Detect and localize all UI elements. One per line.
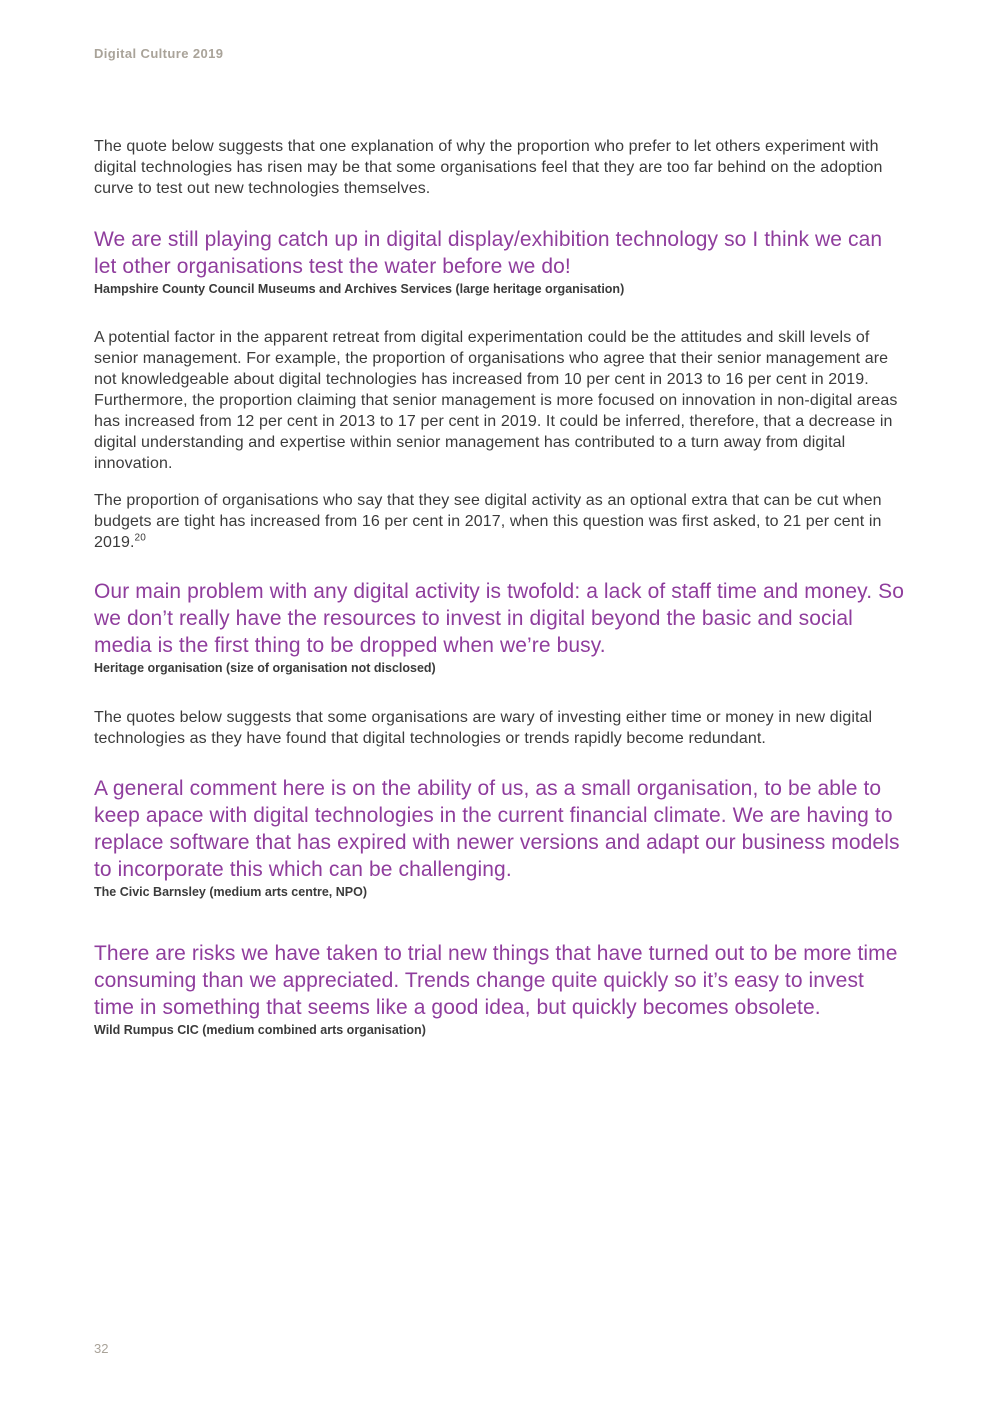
quote-attribution: Hampshire County Council Museums and Archives Services (large heritage organisation): [94, 282, 625, 296]
quote-attribution: Wild Rumpus CIC (medium combined arts organisation): [94, 1023, 426, 1037]
pull-quote-3: [94, 775, 904, 900]
pull-quote-1: [94, 226, 904, 297]
paragraph-senior-management: A potential factor in the apparent retreat from digital experimentation could be the attitudes and skill levels of senior management. For example, the proportion of organisations who agree that their senior management are not knowledgeable about digital technologies has increased from 10 per cent in 2013 to 16 per cent in 2019. Furthermore, the proportion claiming that senior management is more focused on innovation in non-digital areas has increased from 12 per cent in 2013 to 17 per cent in 2019. It could be inferred, therefore, that a decrease in digital understanding and expertise within senior management has contributed to a turn away from digital innovation.: [94, 329, 898, 472]
footnote-reference: 20: [134, 532, 146, 544]
paragraph-intro: The quote below suggests that one explanation of why the proportion who prefer to let others experiment with digital technologies has risen may be that some organisations feel that they are too far behind on the adoption curve to test out new technologies themselves.: [94, 138, 883, 197]
quote-attribution: Heritage organisation (size of organisation not disclosed): [94, 661, 436, 675]
quote-text: There are risks we have taken to trial new things that have turned out to be more time consuming than we appreciated. Trends change quite quickly so it’s easy to invest time in something that seems like a good idea, but quickly becomes obsolete.: [94, 942, 898, 1019]
paragraph-optional-extra: [94, 490, 904, 553]
quote-text: We are still playing catch up in digital display/exhibition technology so I think we can let other organisations test the water before we do!: [94, 228, 883, 278]
pull-quote-4: [94, 940, 904, 1038]
running-header: Digital Culture 2019: [94, 46, 224, 61]
page-content: [94, 136, 904, 1038]
quote-text: A general comment here is on the ability of us, as a small organisation, to be able to keep apace with digital technologies in the current financial climate. We are having to replace software that has expired with newer versions and adapt our business models to incorporate this which can be challenging.: [94, 777, 900, 881]
quote-attribution: The Civic Barnsley (medium arts centre, NPO): [94, 885, 368, 899]
pull-quote-2: [94, 578, 904, 676]
paragraph-wary-investing: The quotes below suggests that some organisations are wary of investing either time or money in new digital technologies as they have found that digital technologies or trends rapidly become redundant.: [94, 709, 873, 747]
paragraph-optional-extra-text: The proportion of organisations who say that they see digital activity as an optional extra that can be cut when budgets are tight has increased from 16 per cent in 2017, when this question was first asked, to 21 per cent in 2019.: [94, 492, 882, 551]
quote-text: Our main problem with any digital activity is twofold: a lack of staff time and money. So we don’t really have the resources to invest in digital beyond the basic and social media is the first thing to be dropped when we’re busy.: [94, 580, 904, 657]
page-number: 32: [94, 1341, 109, 1356]
